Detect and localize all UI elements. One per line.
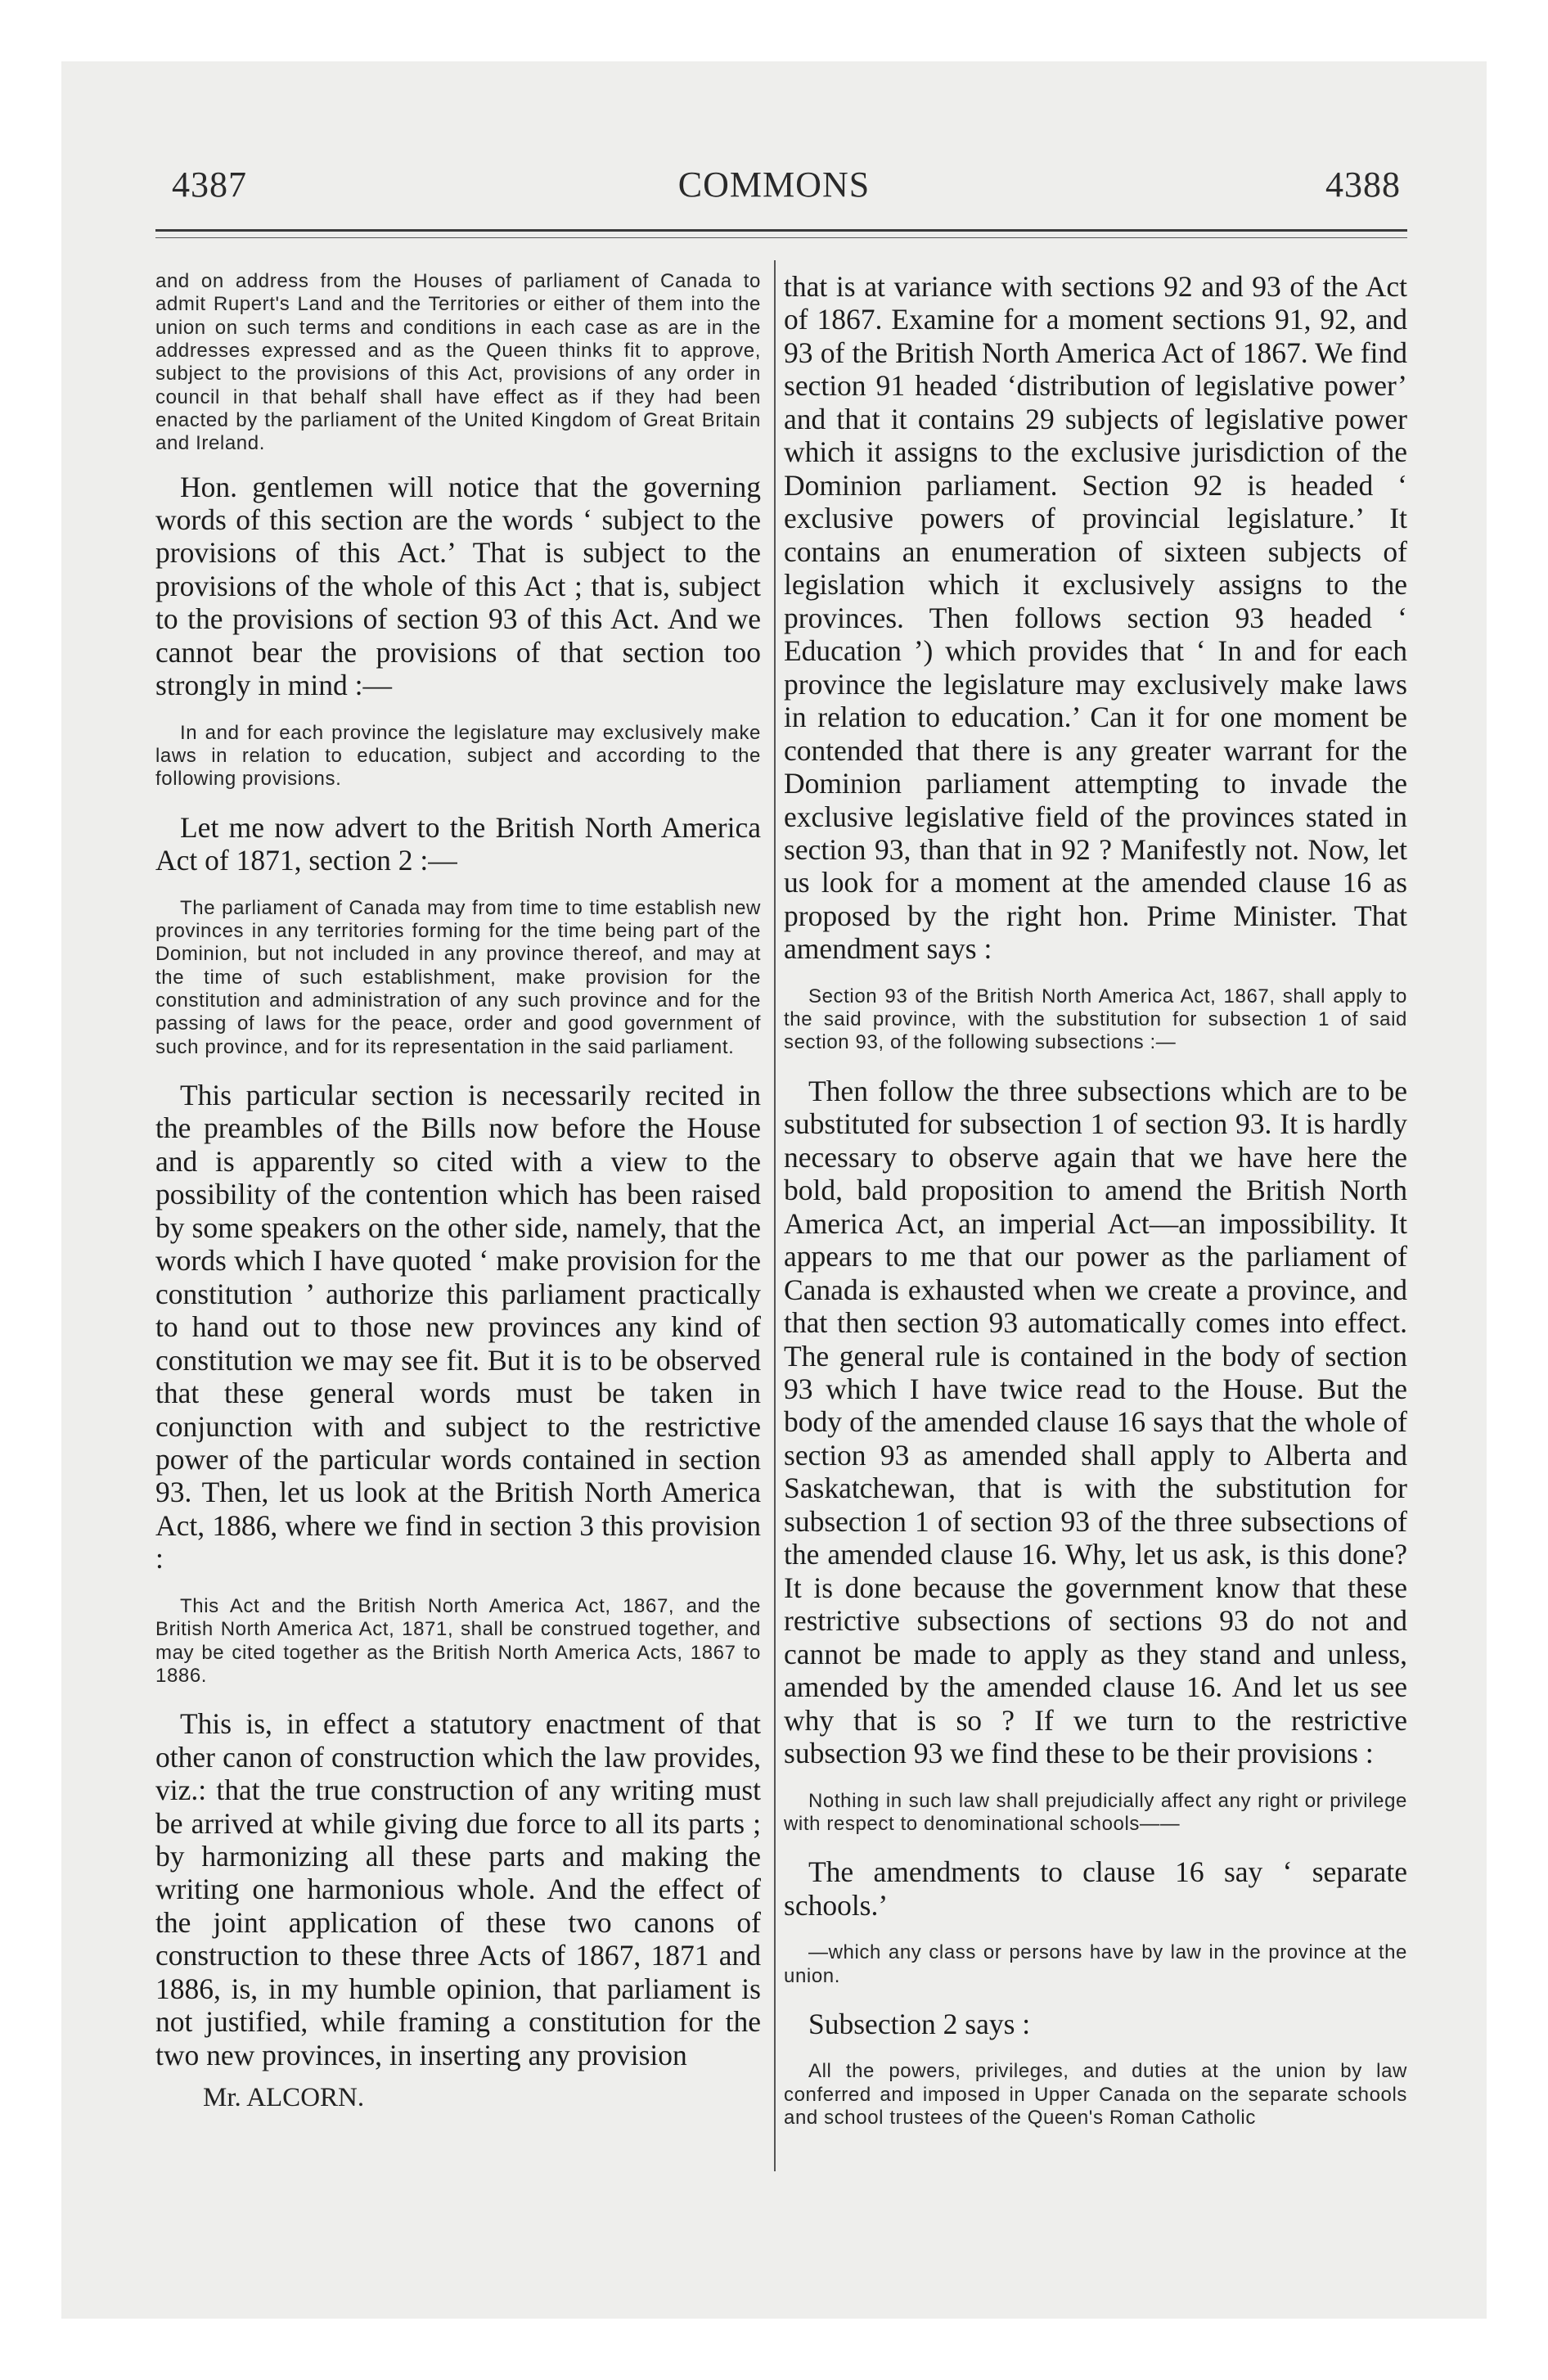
left-column: [155, 270, 761, 2113]
quote-paragraph: This Act and the British North America Act, 1867, and the British North America Act, 1871, shall be construed together, and may be cited together as the British North America Acts, 1867 to 1886.: [155, 1594, 761, 1687]
text-paragraph: Subsection 2 says :: [808, 2007, 1031, 2040]
column-divider: [774, 260, 776, 2171]
speaker-signature: Mr. ALCORN.: [203, 2083, 365, 2113]
quote-paragraph: All the powers, privileges, and duties at the union by law conferred and imposed in Upper Canada on the separate schools and school trustees of the Queen's Roman Catholic: [784, 2060, 1407, 2129]
text-paragraph: Hon. gentlemen will notice that the governing words of this section are the words ‘ subject to the provisions of this Act.’ That is subject to the provisions of the whole of this Act ; that is, subject to the provisions of section 93 of this Act. And we cannot bear the provisions of that section too strongly in mind :—: [155, 470, 761, 702]
header-rule: [155, 229, 1407, 232]
quote-paragraph: and on address from the Houses of parliament of Canada to admit Rupert's Land and the Territories or either of them into the union on such terms and conditions in each case as are in the addresses expressed and as the Queen thinks fit to approve, subject to the provisions of this Act, provisions of any order in council in that behalf shall have effect as if they had been enacted by the parliament of the United Kingdom of Great Britain and Ireland.: [155, 270, 761, 455]
quote-paragraph: Nothing in such law shall prejudicially affect any right or privilege with respect to denominational schools——: [784, 1789, 1407, 1835]
running-head: COMMONS: [677, 165, 871, 205]
text-paragraph: This is, in effect a statutory enactment of that other canon of construction which the law provides, viz.: that the true construction of any writing must be arrived at while giving due force to all its parts ; by harmonizing all these parts and making the writing one harmonious whole. And the effect of the joint application of these two canons of construction to these three Acts of 1867, 1871 and 1886, is, in my humble opinion, that parliament is not justified, while framing a constitution for the two new provinces, in inserting any provision: [155, 1707, 761, 2071]
quote-paragraph: Section 93 of the British North America Act, 1867, shall apply to the said province, with the substitution for subsection 1 of said section 93, of the following subsections :—: [784, 985, 1407, 1054]
quote-paragraph: —which any class or persons have by law in the province at the union.: [784, 1941, 1407, 1987]
right-column: [784, 270, 1407, 2130]
header-rule-thin: [155, 237, 1407, 238]
quote-paragraph: In and for each province the legislature may exclusively make laws in relation to education, subject and according to the following provisions.: [155, 721, 761, 791]
text-paragraph: Let me now advert to the British North America Act of 1871, section 2 :—: [155, 810, 761, 877]
page-number-right: 4388: [1325, 165, 1401, 205]
text-paragraph: that is at variance with sections 92 and 93 of the Act of 1867. Examine for a moment sections 91, 92, and 93 of the British North America Act of 1867. We find section 91 headed ‘distribution of legislative power’ and that it contains 29 subjects of legislative power which it assigns to the exclusive jurisdiction of the Dominion parliament. Section 92 is headed ‘ exclusive powers of provincial legislature.’ It contains an enumeration of sixteen subjects of legislation which it exclusively assigns to the provinces. Then follows section 93 headed ‘ Education ’) which provides that ‘ In and for each province the legislature may exclusively make laws in relation to education.’ Can it for one moment be contended that there is any greater warrant for the Dominion parliament attempting to invade the exclusive legislative field of the provinces stated in section 93, than that in 92 ? Manifestly not. Now, let us look for a moment at the amended clause 16 as proposed by the right hon. Prime Minister. That amendment says :: [784, 270, 1407, 966]
text-paragraph: Then follow the three subsections which are to be substituted for subsection 1 of section 93. It is hardly necessary to observe again that we have here the bold, bald proposition to amend the British North America Act, an imperial Act—an impossibility. It appears to me that our power as the parliament of Canada is exhausted when we create a province, and that then section 93 automatically comes into effect. The general rule is contained in the body of section 93 which I have twice read to the House. But the body of the amended clause 16 says that the whole of section 93 as amended shall apply to Alberta and Saskatchewan, that is with the substitution for subsection 1 of section 93 of the three subsections of the amended clause 16. Why, let us ask, is this done? It is done because the government know that these restrictive subsections of sections 93 do not and cannot be made to apply as they stand and unless, amended by the amended clause 16. And let us see why that is so ? If we turn to the restrictive subsection 93 we find these to be their provisions :: [784, 1074, 1407, 1770]
quote-paragraph: The parliament of Canada may from time to time establish new provinces in any territories forming for the time being part of the Dominion, but not included in any province thereof, and may at the time of such establishment, make provision for the constitution and administration of any such province and for the passing of laws for the peace, order and good government of such province, and for its representation in the said parliament.: [155, 896, 761, 1058]
text-paragraph: This particular section is necessarily recited in the preambles of the Bills now before the House and is apparently so cited with a view to the possibility of the contention which has been raised by some speakers on the other side, namely, that the words which I have quoted ‘ make provision for the constitution ’ authorize this parliament practically to hand out to those new provinces any kind of constitution we may see fit. But it is to be observed that these general words must be taken in conjunction with and subject to the restrictive power of the particular words contained in section 93. Then, let us look at the British North America Act, 1886, where we find in section 3 this provision :: [155, 1078, 761, 1575]
page-number-left: 4387: [172, 165, 247, 205]
text-paragraph: The amendments to clause 16 say ‘ separate schools.’: [784, 1855, 1407, 1922]
